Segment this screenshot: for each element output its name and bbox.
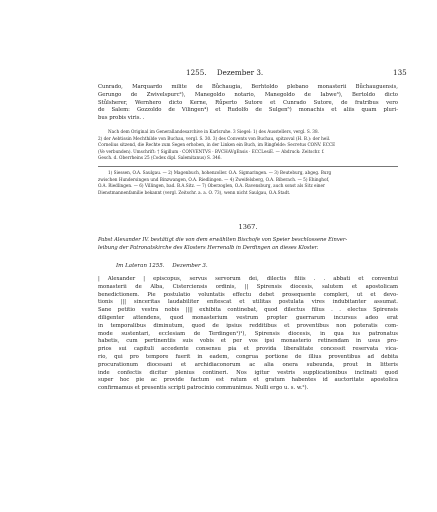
text-line: bus probis viris. . xyxy=(98,115,145,122)
text-line: Sane petitio vestra nobis |||| exhibita continebat, quod dilectus filius . . electus Spirensis xyxy=(98,307,398,314)
text-line: habetis, cum pertinentiis suis vobis et per vos ipsi monasterio retinendam in usus pro- xyxy=(98,338,398,345)
text-line: de Salem: Gozzoldo de Vilingen⁴) et Rudolfo de Sulgen⁵) monachis et aliis quam pluri- xyxy=(98,107,398,114)
rubric-line: leibung der Patronatskirche des Klosters Herrenalb in Derdingen an dieses Kloster. xyxy=(98,244,319,251)
header-date: Dezember 3. xyxy=(216,68,264,77)
text-line: benedictionem. Pie postulatio voluntatis effectu debet prosequente compleri, ut et devo- xyxy=(98,291,398,298)
text-line: monasterii de Alba, Cisterciensis ordinis, || Spirensis diocesis, salutem et apostolicam xyxy=(98,283,398,290)
text-line: in temporalibus diminutum, quod de ipsius redditibus et proventibus non poteratis com- xyxy=(98,322,398,329)
document-number: 1367. xyxy=(238,223,258,231)
footnote-line: O.A. Riedlingen. — 6) Villingen, bad. B.A.Sitz. — 7) Oberzoglen, O.A. Ravensburg, auch sonst als Sitz einer xyxy=(98,183,325,189)
text-line: inde confectis dicitur plenius contineri. Nos igitur vestris supplicationibus inclinati quod xyxy=(98,369,398,376)
footnote-line: zwischen Hundersingen und Binzwangen, O.A. Riedlingen. — 4) Zweifelsberg, O.A. Biberach. — 5) Ehinghof, xyxy=(98,176,330,182)
text-line: rio, qui pro tempore fuerit in eadem, congrua portione de illius proventibus ad debita xyxy=(98,353,398,360)
text-line: procurationum diocesani et archidiaconorum ac alia onera subeunda, prout in litteris xyxy=(98,361,398,368)
document-dateline xyxy=(116,263,214,269)
note-line: 2) der Aebtissin Mechthilde von Buchau, vergl. S. 30. 3) des Convents von Buchau, spitzoval (H. B.): der heil. xyxy=(98,135,331,141)
note-line: Gesch. d. Oberrheins 25 (Codex dipl. Salemitanus) S. 346. xyxy=(98,155,222,161)
text-line: tionis ||| sinceritas laudabiliter enitescat et utilitas postulata vires indubitanter assumat. xyxy=(98,299,398,306)
text-line: super hoc pie ac provide factum est ratum et gratum habentes id auctoritate apostolica xyxy=(98,377,398,384)
document-rubric xyxy=(98,237,398,253)
dateline-date: Dezember 3. xyxy=(172,263,208,269)
text-line: prios sui capituli accedente consensu pia et provida liberalitate concessit reservata vica- xyxy=(98,346,398,353)
running-header xyxy=(186,68,263,77)
note-line: (Ve verbunden). Umschrift: † Sigillum · CONVENTVS · BVCHAVgEnsis · ECCLesiE. — Abdruck: Zeitschr. f. xyxy=(98,148,325,154)
footnote-line: Dienstmannenfamilie bekannt (vergl. Zeitschr. a. a. O. 73), wenn nicht Saulgau, O.A.Stadt. xyxy=(98,189,291,195)
footnotes xyxy=(98,170,398,196)
footnote-line: 1) Siessen, O.A. Saulgau. — 2) Magenbuch, hohenzoller. O.A. Sigmaringen. — 3) Beuteburg, abgeg. Burg xyxy=(108,170,332,175)
text-line: Gerungo de Zwivelspurc²), Manegoldo notario, Manegoldo de Iabwe³), Bertoldo dicto xyxy=(98,91,398,98)
page-number: 135 xyxy=(393,68,407,77)
note-line: Nach dem Original im Generallandesarchive in Karlsruhe. 3 Siegel: 1) des Ausstellers, vergl. S. 38. xyxy=(108,129,319,134)
charter-text xyxy=(98,276,398,393)
continued-charter-text xyxy=(98,84,398,123)
text-line: mode sustentari, ecclesiam de Terdingen¹)¹), Spirensis diocesis, in qua ius patronatus xyxy=(98,330,398,337)
header-year: 1255. xyxy=(186,68,207,77)
text-line: Cunrado, Marquardo milite de Bůchaugia, Berhtoldo plebano monasterii Bůchauguensis, xyxy=(98,84,398,90)
rubric-line: Pabst Alexander IV. bestätigt die von dem erwählten Bischofe von Speier beschlossene Einver- xyxy=(98,237,348,243)
source-note xyxy=(98,129,398,162)
footnote-rule xyxy=(98,166,398,167)
text-line: confirmamus et presentis scripti patrocinio communimus. Nulli ergo u. s. w.²). xyxy=(98,385,309,392)
text-line: diligenter attendens, quod monasterium vestrum propter guerrarum incursus adeo erat xyxy=(98,314,398,321)
dateline-place: Im Lateran 1255. xyxy=(116,263,165,269)
note-line: Cornelius sitzend, die Rechte zum Segen erhoben, in der Linken ein Buch, im Ringfelde: Secretus CONV. ECCE xyxy=(98,142,336,148)
text-line: | Alexander | episcopus, servus servorum dei, dilectis filiis . . abbati et conventui xyxy=(98,276,398,282)
text-line: Stůlsherer, Wernhero dicto Kerne, Růperto Sutore et Cunrado Sutore, de fratribus vero xyxy=(98,99,398,106)
